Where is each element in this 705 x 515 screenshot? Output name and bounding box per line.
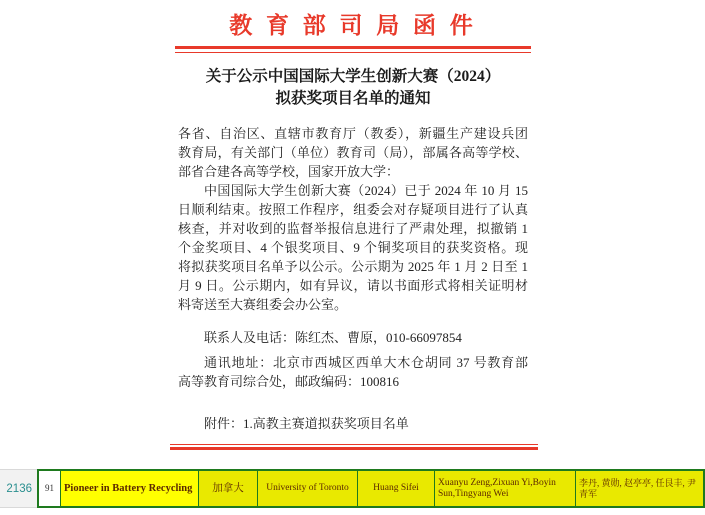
body-line: 料寄送至大赛组委会办公室。 <box>178 297 348 312</box>
cell-sequence[interactable]: 91 <box>39 471 60 506</box>
body-line: 个金奖项目、4 个银奖项目、9 个铜奖项目的获奖资格。现 <box>178 240 528 255</box>
body-line: 中国国际大学生创新大赛（2024）已于 2024 年 10 月 15 <box>204 183 528 198</box>
cell-team-members[interactable]: Xuanyu Zeng,Zixuan Yi,Boyin Sun,Tingyang Wei <box>434 471 575 506</box>
cell-country[interactable]: 加拿大 <box>198 471 257 506</box>
letterhead-title: 教 育 部 司 局 函 件 <box>229 13 477 38</box>
footer-divider <box>170 444 538 450</box>
address-line: 高等教育司综合处，邮政编码：100816 <box>178 374 400 389</box>
notice-title <box>178 66 528 110</box>
body-line: 部省合建各高等学校，国家开放大学： <box>178 164 400 179</box>
notice-title-line-1: 关于公示中国国际大学生创新大赛（2024） <box>205 68 501 85</box>
address-line: 通讯地址：北京市西城区西单大木仓胡同 37 号教育部 <box>204 355 528 370</box>
contact-line: 联系人及电话：陈红杰、曹原，010-66097854 <box>204 330 462 345</box>
body-line: 核查，并对收到的监督举报信息进行了严肃处理，拟撤销 1 <box>178 221 528 236</box>
letterhead-divider <box>175 46 531 53</box>
cell-team-leader[interactable]: Huang Sifei <box>357 471 434 506</box>
spreadsheet-row <box>0 469 705 508</box>
body-line: 教育局，有关部门（单位）教育司（局），部属各高等学校、 <box>178 145 528 160</box>
official-letter <box>178 0 528 450</box>
body-line: 日顺利结束。按照工作程序，组委会对存疑项目进行了认真 <box>178 202 528 217</box>
body-line: 各省、自治区、直辖市教育厅（教委），新疆生产建设兵团 <box>178 126 528 141</box>
cell-project-name[interactable]: Pioneer in Battery Recycling <box>60 471 198 506</box>
row-number-header[interactable]: 2136 <box>0 469 37 508</box>
highlighted-table-row <box>37 469 705 508</box>
attachment-line: 附件：1.高教主赛道拟获奖项目名单 <box>204 416 409 431</box>
cell-institution[interactable]: University of Toronto <box>257 471 357 506</box>
body-line: 将拟获奖项目名单予以公示。公示期为 2025 年 1 月 2 日至 1 <box>178 259 528 274</box>
cell-advisors[interactable]: 李丹, 黄勋, 赵亭亭, 任艮丰, 尹青军 <box>575 471 703 506</box>
body-line: 月 9 日。公示期内，如有异议，请以书面形式将相关证明材 <box>178 278 528 293</box>
notice-title-line-2: 拟获奖项目名单的通知 <box>275 90 431 107</box>
notice-body <box>178 124 528 433</box>
